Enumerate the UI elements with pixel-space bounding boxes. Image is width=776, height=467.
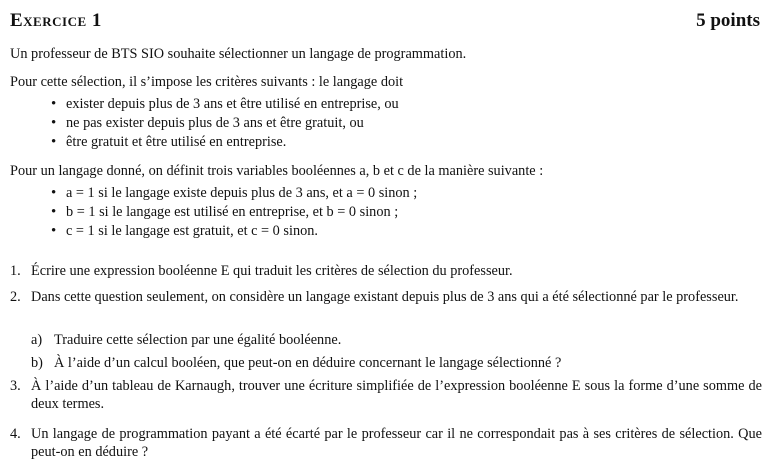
variable-item: • c = 1 si le langage est gratuit, et c = 0 sinon. xyxy=(10,222,417,241)
subquestion-text: Traduire cette sélection par une égalité booléenne. xyxy=(54,332,342,348)
criteria-intro: Pour cette sélection, il s’impose les critères suivants : le langage doit xyxy=(10,74,404,90)
variables-list xyxy=(10,184,417,241)
question-4 xyxy=(10,425,762,461)
variable-item: • a = 1 si le langage existe depuis plus de 3 ans, et a = 0 sinon ; xyxy=(10,184,417,203)
question-number: 4. xyxy=(10,426,21,442)
criteria-list xyxy=(10,95,399,152)
question-number: 2. xyxy=(10,289,21,305)
question-2 xyxy=(10,288,762,306)
criteria-item: • ne pas exister depuis plus de 3 ans et être gratuit, ou xyxy=(10,114,399,133)
subquestion-b xyxy=(31,354,561,372)
question-text: Un langage de programmation payant a été écarté par le professeur car il ne correspondait pas à ses critères de sélection. Que peut-on en déduire ? xyxy=(31,426,762,460)
subquestion-label: a) xyxy=(31,332,43,348)
subquestion-text: À l’aide d’un calcul booléen, que peut-on en déduire concernant le langage sélectionné ? xyxy=(54,355,562,371)
question-text: Écrire une expression booléenne E qui traduit les critères de sélection du professeur. xyxy=(31,263,513,279)
question-1 xyxy=(10,262,762,280)
intro-paragraph: Un professeur de BTS SIO souhaite sélectionner un langage de programmation. xyxy=(10,46,467,62)
question-text: Dans cette question seulement, on considère un langage existant depuis plus de 3 ans qui a été sélectionné par le professeur. xyxy=(31,289,739,305)
criteria-item: • exister depuis plus de 3 ans et être utilisé en entreprise, ou xyxy=(10,95,399,114)
question-3 xyxy=(10,377,762,413)
exercise-points: 5 points xyxy=(696,10,760,31)
variable-item: • b = 1 si le langage est utilisé en entreprise, et b = 0 sinon ; xyxy=(10,203,417,222)
subquestion-label: b) xyxy=(31,355,43,371)
exercise-header xyxy=(10,10,760,36)
subquestion-a xyxy=(31,331,341,349)
question-text: À l’aide d’un tableau de Karnaugh, trouver une écriture simplifiée de l’expression booléenne E sous la forme d’une somme de deux termes. xyxy=(31,378,762,412)
exercise-title: Exercice 1 xyxy=(10,10,102,31)
question-number: 3. xyxy=(10,378,21,394)
criteria-item: • être gratuit et être utilisé en entreprise. xyxy=(10,133,399,152)
question-number: 1. xyxy=(10,263,21,279)
variables-intro: Pour un langage donné, on définit trois variables booléennes a, b et c de la manière suivante : xyxy=(10,163,544,179)
